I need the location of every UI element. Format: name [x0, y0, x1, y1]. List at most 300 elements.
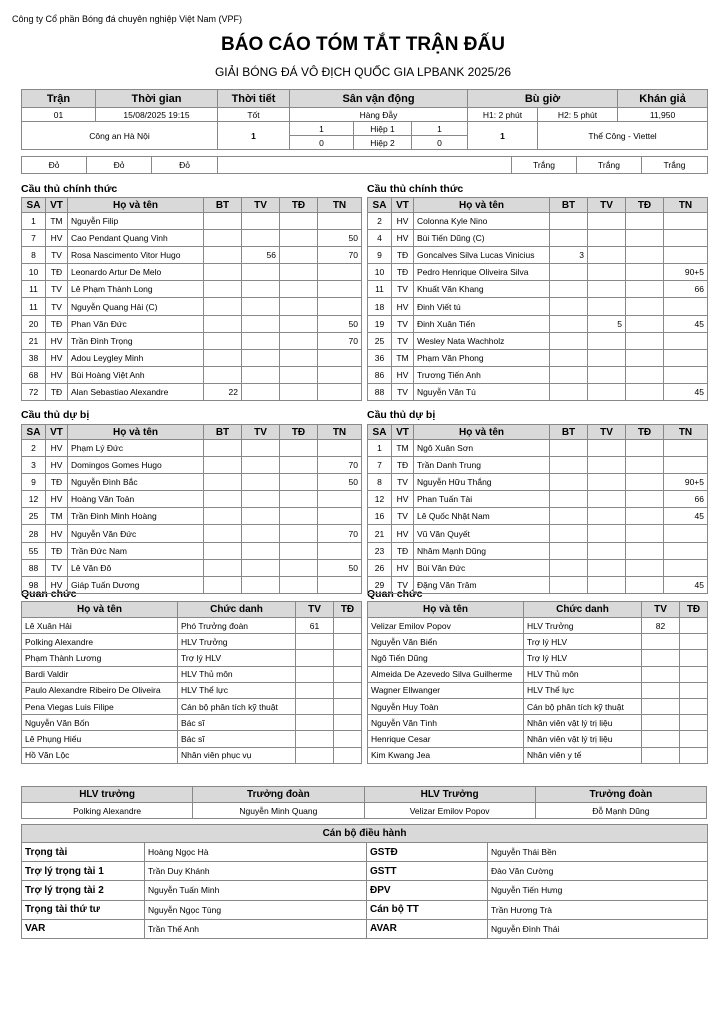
player-bt	[550, 281, 588, 298]
staff-name: Wagner Ellwanger	[368, 682, 524, 698]
player-td	[626, 315, 664, 332]
player-row	[368, 491, 708, 508]
player-name: Phan Tuấn Tài	[414, 491, 550, 508]
away-color: Trắng	[642, 157, 708, 174]
player-bt	[204, 542, 242, 559]
player-bt	[550, 457, 588, 474]
away-color: Trắng	[512, 157, 577, 174]
player-sa: 88	[368, 383, 392, 400]
column-header-tv: TV	[588, 425, 626, 440]
staff-role: HLV Thủ môn	[524, 666, 642, 682]
player-sa: 21	[22, 332, 46, 349]
player-tn	[664, 332, 708, 349]
official-role: Trọng tài	[22, 843, 145, 862]
player-name: Khuất Văn Khang	[414, 281, 550, 298]
official-name: Trần Duy Khánh	[145, 862, 367, 881]
player-td	[626, 332, 664, 349]
player-tv	[588, 213, 626, 230]
player-td	[626, 298, 664, 315]
player-sa: 11	[22, 281, 46, 298]
player-tv	[588, 508, 626, 525]
home-subs-table	[21, 424, 362, 594]
player-tn	[318, 349, 362, 366]
player-bt	[550, 491, 588, 508]
player-td	[280, 491, 318, 508]
staff-td	[334, 618, 362, 634]
officials-table	[21, 824, 708, 939]
player-bt	[204, 440, 242, 457]
player-vt: TĐ	[46, 315, 68, 332]
column-header-vt: VT	[392, 425, 414, 440]
player-name: Nguyễn Quang Hải (C)	[68, 298, 204, 315]
home-team-name: Công an Hà Nội	[22, 122, 218, 150]
column-header-tv: TV	[296, 602, 334, 618]
home-starting-table	[21, 197, 362, 401]
player-td	[626, 264, 664, 281]
player-row	[368, 508, 708, 525]
player-row	[368, 315, 708, 332]
official-name: Nguyễn Tiến Hưng	[488, 881, 708, 900]
staff-row	[22, 731, 362, 747]
column-header-name: Họ và tên	[368, 602, 524, 618]
player-sa: 68	[22, 366, 46, 383]
staff-row	[368, 747, 708, 763]
player-row	[22, 491, 362, 508]
staff-td	[680, 731, 708, 747]
player-sa: 4	[368, 230, 392, 247]
away-team-name: Thể Công - Viettel	[538, 122, 708, 150]
player-td	[280, 281, 318, 298]
player-tn	[318, 491, 362, 508]
player-name: Bùi Tiến Dũng (C)	[414, 230, 550, 247]
player-tn	[318, 366, 362, 383]
staff-name: Nguyễn Huy Toàn	[368, 698, 524, 714]
staff-td	[680, 682, 708, 698]
player-bt	[550, 298, 588, 315]
player-td	[280, 559, 318, 576]
player-sa: 10	[368, 264, 392, 281]
player-name: Trương Tiến Anh	[414, 366, 550, 383]
staff-role: Phó Trưởng đoàn	[178, 618, 296, 634]
coach-value: Nguyễn Minh Quang	[193, 803, 364, 819]
player-sa: 10	[22, 264, 46, 281]
home-color: Đỏ	[22, 157, 87, 174]
player-td	[280, 264, 318, 281]
player-vt: TV	[392, 315, 414, 332]
player-name: Goncalves Silva Lucas Vinicius	[414, 247, 550, 264]
player-tv	[242, 474, 280, 491]
player-sa: 1	[22, 213, 46, 230]
official-row	[22, 900, 708, 919]
label-stadium: Sân vận động	[290, 90, 468, 108]
player-sa: 8	[368, 474, 392, 491]
home-subs-heading: Cầu thủ dự bị	[21, 409, 90, 421]
player-tv	[242, 457, 280, 474]
player-td	[626, 383, 664, 400]
player-tv	[242, 298, 280, 315]
official-role: Trợ lý trọng tài 2	[22, 881, 145, 900]
player-tv	[242, 542, 280, 559]
player-sa: 8	[22, 247, 46, 264]
staff-role: Trợ lý HLV	[178, 650, 296, 666]
column-header-tv: TV	[242, 198, 280, 213]
player-sa: 28	[22, 525, 46, 542]
player-td	[280, 213, 318, 230]
staff-tv	[642, 666, 680, 682]
player-vt: TV	[392, 332, 414, 349]
staff-name: Kim Kwang Jea	[368, 747, 524, 763]
player-bt	[204, 264, 242, 281]
player-name: Nhâm Mạnh Dũng	[414, 542, 550, 559]
away-starting-table	[367, 197, 708, 401]
player-row	[22, 264, 362, 281]
player-bt	[204, 508, 242, 525]
player-row	[22, 315, 362, 332]
staff-name: Paulo Alexandre Ribeiro De Oliveira	[22, 682, 178, 698]
player-row	[368, 457, 708, 474]
player-tv	[588, 230, 626, 247]
player-vt: HV	[392, 298, 414, 315]
player-row	[22, 440, 362, 457]
player-row	[368, 298, 708, 315]
player-tv: 56	[242, 247, 280, 264]
player-row	[22, 366, 362, 383]
page-title: BÁO CÁO TÓM TẮT TRẬN ĐẤU	[221, 34, 505, 55]
player-vt: TĐ	[392, 264, 414, 281]
player-tn	[664, 559, 708, 576]
player-td	[280, 508, 318, 525]
match-number: 01	[22, 108, 96, 122]
staff-tv	[296, 650, 334, 666]
player-tn	[664, 349, 708, 366]
player-tn: 90+5	[664, 264, 708, 281]
player-tv	[588, 383, 626, 400]
player-tn	[318, 213, 362, 230]
player-name: Adou Leygley Minh	[68, 349, 204, 366]
staff-name: Lê Phụng Hiếu	[22, 731, 178, 747]
player-bt	[204, 247, 242, 264]
player-name: Nguyễn Đình Bắc	[68, 474, 204, 491]
home-staff-table	[21, 601, 362, 764]
player-bt	[204, 315, 242, 332]
player-tn: 70	[318, 525, 362, 542]
staff-role: Nhân viên vật lý trị liệu	[524, 731, 642, 747]
player-sa: 55	[22, 542, 46, 559]
player-tv	[242, 213, 280, 230]
h1-label: Hiệp 1	[354, 122, 412, 136]
player-bt	[204, 525, 242, 542]
staff-row	[22, 618, 362, 634]
player-vt: TV	[46, 281, 68, 298]
player-vt: HV	[392, 213, 414, 230]
player-tn	[664, 525, 708, 542]
player-name: Đinh Viết tú	[414, 298, 550, 315]
staff-name: Henrique Cesar	[368, 731, 524, 747]
player-vt: HV	[46, 349, 68, 366]
player-bt	[550, 332, 588, 349]
staff-role: Trợ lý HLV	[524, 650, 642, 666]
away-score: 1	[468, 122, 538, 150]
column-header-sa: SA	[368, 198, 392, 213]
column-header-name: Họ và tên	[68, 198, 204, 213]
staff-name: Velizar Emilov Popov	[368, 618, 524, 634]
player-row	[22, 332, 362, 349]
player-tv	[242, 349, 280, 366]
player-td	[280, 440, 318, 457]
staff-role: Cán bộ phân tích kỹ thuật	[178, 698, 296, 714]
player-tv: 5	[588, 315, 626, 332]
h2-label: Hiệp 2	[354, 136, 412, 150]
player-vt: HV	[46, 230, 68, 247]
column-header-bt: BT	[204, 198, 242, 213]
staff-role: HLV Thể lực	[524, 682, 642, 698]
player-row	[22, 298, 362, 315]
player-sa: 12	[368, 491, 392, 508]
player-sa: 2	[368, 213, 392, 230]
player-td	[626, 474, 664, 491]
home-starting-heading: Cầu thủ chính thức	[21, 183, 118, 195]
staff-role: Nhân viên phục vụ	[178, 747, 296, 763]
player-td	[626, 366, 664, 383]
player-tv	[242, 281, 280, 298]
player-bt	[550, 230, 588, 247]
player-tv	[242, 366, 280, 383]
staff-tv	[642, 698, 680, 714]
player-vt: TĐ	[392, 247, 414, 264]
player-vt: HV	[46, 491, 68, 508]
player-sa: 25	[22, 508, 46, 525]
staff-role: Nhân viên vật lý trị liệu	[524, 715, 642, 731]
staff-tv	[296, 731, 334, 747]
player-row	[368, 525, 708, 542]
official-role: AVAR	[367, 919, 488, 938]
player-vt: TĐ	[392, 542, 414, 559]
player-name: Nguyễn Văn Tú	[414, 383, 550, 400]
player-td	[280, 315, 318, 332]
official-role: ĐPV	[367, 881, 488, 900]
column-header-td: TĐ	[280, 198, 318, 213]
staff-name: Nguyễn Văn Biển	[368, 634, 524, 650]
player-bt	[204, 332, 242, 349]
staff-td	[680, 618, 708, 634]
player-tv	[242, 491, 280, 508]
match-weather: Tốt	[218, 108, 290, 122]
player-bt	[204, 491, 242, 508]
staff-row	[22, 715, 362, 731]
match-stadium: Hàng Đẫy	[290, 108, 468, 122]
player-tn: 50	[318, 230, 362, 247]
official-row	[22, 881, 708, 900]
player-sa: 16	[368, 508, 392, 525]
player-td	[280, 230, 318, 247]
player-sa: 88	[22, 559, 46, 576]
staff-name: Polking Alexandre	[22, 634, 178, 650]
player-bt	[550, 525, 588, 542]
player-tn: 90+5	[664, 474, 708, 491]
player-sa: 3	[22, 457, 46, 474]
player-row	[368, 332, 708, 349]
player-vt: TM	[392, 440, 414, 457]
column-header-name: Họ và tên	[22, 602, 178, 618]
column-header-role: Chức danh	[178, 602, 296, 618]
player-tv	[588, 298, 626, 315]
staff-row	[368, 618, 708, 634]
player-tv	[588, 247, 626, 264]
coach-value: Velizar Emilov Popov	[364, 803, 535, 819]
player-tn: 45	[664, 383, 708, 400]
player-vt: TĐ	[46, 383, 68, 400]
player-row	[368, 542, 708, 559]
home-score: 1	[218, 122, 290, 150]
player-name: Đinh Xuân Tiến	[414, 315, 550, 332]
officials-title: Cán bộ điều hành	[22, 825, 708, 843]
staff-tv: 82	[642, 618, 680, 634]
stoppage-h1: H1: 2 phút	[468, 108, 538, 122]
staff-tv	[296, 682, 334, 698]
player-td	[626, 247, 664, 264]
player-row	[22, 230, 362, 247]
player-tv	[588, 264, 626, 281]
staff-td	[680, 666, 708, 682]
player-td	[280, 474, 318, 491]
player-td	[626, 213, 664, 230]
player-tn	[664, 366, 708, 383]
player-vt: TV	[392, 576, 414, 593]
player-vt: HV	[46, 366, 68, 383]
player-name: Bùi Văn Đức	[414, 559, 550, 576]
player-tv	[242, 559, 280, 576]
player-name: Ngô Xuân Sơn	[414, 440, 550, 457]
staff-tv	[642, 650, 680, 666]
player-name: Phạm Lý Đức	[68, 440, 204, 457]
player-tn	[664, 230, 708, 247]
column-header-td: TĐ	[334, 602, 362, 618]
player-bt	[550, 315, 588, 332]
player-vt: HV	[46, 440, 68, 457]
player-sa: 11	[22, 298, 46, 315]
player-sa: 9	[22, 474, 46, 491]
player-name: Rosa Nascimento Vitor Hugo	[68, 247, 204, 264]
coaches-table	[21, 786, 707, 819]
staff-td	[680, 634, 708, 650]
player-tv	[588, 542, 626, 559]
staff-role: HLV Trưởng	[178, 634, 296, 650]
player-td	[626, 281, 664, 298]
player-vt: TV	[392, 508, 414, 525]
player-name: Lê Văn Đô	[68, 559, 204, 576]
column-header-tn: TN	[664, 425, 708, 440]
staff-row	[368, 731, 708, 747]
player-tn: 45	[664, 576, 708, 593]
column-header-role: Chức danh	[524, 602, 642, 618]
staff-row	[22, 682, 362, 698]
player-row	[368, 559, 708, 576]
player-name: Trần Đức Nam	[68, 542, 204, 559]
player-bt: 3	[550, 247, 588, 264]
player-vt: HV	[392, 525, 414, 542]
league-subtitle: GIẢI BÓNG ĐÁ VÔ ĐỊCH QUỐC GIA LPBANK 2025/26	[214, 65, 512, 79]
staff-tv	[642, 634, 680, 650]
player-name: Colonna Kyle Nino	[414, 213, 550, 230]
column-header-vt: VT	[392, 198, 414, 213]
player-tn: 50	[318, 474, 362, 491]
staff-row	[368, 634, 708, 650]
player-td	[280, 383, 318, 400]
staff-td	[334, 731, 362, 747]
player-vt: HV	[46, 332, 68, 349]
player-row	[368, 349, 708, 366]
player-row	[22, 508, 362, 525]
official-role: GSTT	[367, 862, 488, 881]
player-bt	[550, 542, 588, 559]
player-name: Trần Đình Minh Hoàng	[68, 508, 204, 525]
player-name: Đặng Văn Trâm	[414, 576, 550, 593]
player-td	[626, 576, 664, 593]
label-weather: Thời tiết	[218, 90, 290, 108]
player-tv	[588, 281, 626, 298]
column-header-td: TĐ	[626, 198, 664, 213]
player-sa: 98	[22, 576, 46, 593]
player-sa: 7	[22, 230, 46, 247]
official-row	[22, 843, 708, 862]
match-info-table	[21, 89, 708, 150]
player-tv	[242, 508, 280, 525]
player-tv	[588, 576, 626, 593]
player-row	[22, 457, 362, 474]
player-sa: 23	[368, 542, 392, 559]
staff-td	[334, 747, 362, 763]
staff-tv	[296, 698, 334, 714]
player-tv	[242, 576, 280, 593]
player-td	[280, 349, 318, 366]
player-tn: 66	[664, 491, 708, 508]
player-vt: TV	[392, 474, 414, 491]
player-vt: HV	[46, 576, 68, 593]
player-tn: 50	[318, 559, 362, 576]
home-staff-heading: Quan chức	[21, 588, 77, 600]
player-vt: TV	[46, 247, 68, 264]
player-tv	[588, 366, 626, 383]
player-bt	[204, 559, 242, 576]
column-header-tn: TN	[318, 198, 362, 213]
player-sa: 12	[22, 491, 46, 508]
column-header-td: TĐ	[680, 602, 708, 618]
column-header-bt: BT	[550, 425, 588, 440]
column-header-sa: SA	[22, 198, 46, 213]
player-tn	[318, 281, 362, 298]
player-name: Nguyễn Văn Đức	[68, 525, 204, 542]
player-name: Nguyễn Hữu Thắng	[414, 474, 550, 491]
player-sa: 72	[22, 383, 46, 400]
player-name: Lê Quốc Nhật Nam	[414, 508, 550, 525]
player-tn	[318, 508, 362, 525]
player-vt: HV	[392, 366, 414, 383]
player-row	[368, 230, 708, 247]
stoppage-h2: H2: 5 phút	[538, 108, 618, 122]
player-sa: 21	[368, 525, 392, 542]
player-tn	[664, 440, 708, 457]
staff-role: Bác sĩ	[178, 715, 296, 731]
staff-td	[680, 747, 708, 763]
player-tv	[242, 332, 280, 349]
player-sa: 36	[368, 349, 392, 366]
player-td	[280, 366, 318, 383]
column-header-name: Họ và tên	[414, 198, 550, 213]
player-bt	[550, 559, 588, 576]
player-tn	[664, 542, 708, 559]
staff-row	[22, 634, 362, 650]
player-name: Nguyễn Filip	[68, 213, 204, 230]
